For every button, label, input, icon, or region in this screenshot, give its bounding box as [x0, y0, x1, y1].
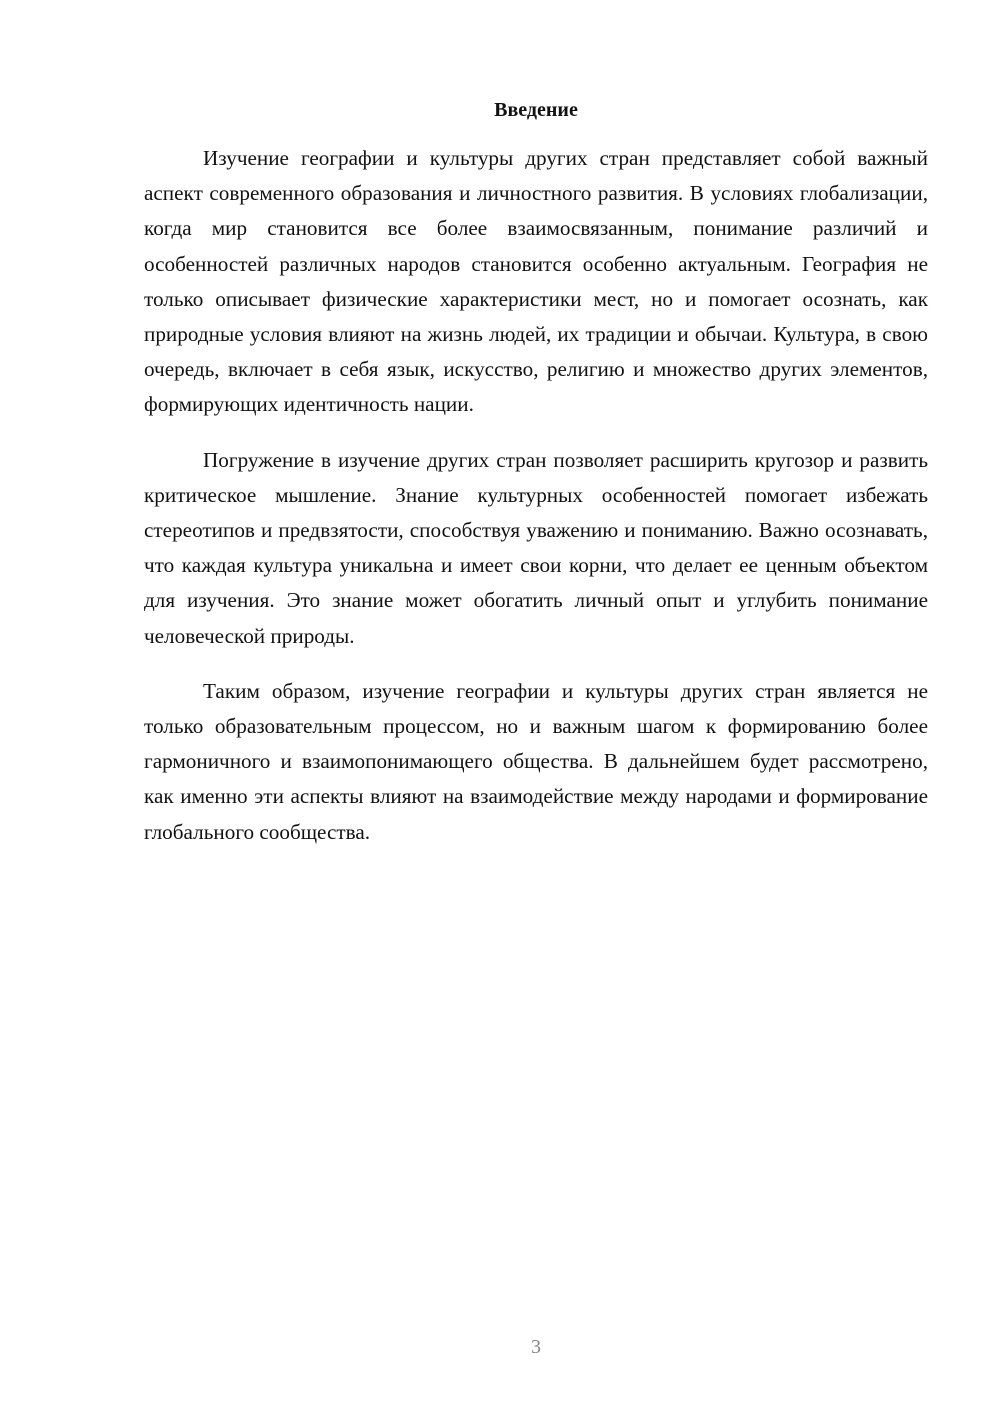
page-number: 3 [531, 1336, 541, 1358]
page-title: Введение [494, 99, 578, 121]
paragraph-3: Таким образом, изучение географии и культуры других стран является не только образовательным процессом, но и важным шагом к формированию более гармоничного и взаимопонимающего общества. В дальнейшем будет рассмотрено, как именно эти аспекты влияют на взаимодействие между народами и формирование глобального сообщества. [144, 678, 928, 844]
document-body [144, 141, 928, 850]
paragraph-2: Погружение в изучение других стран позволяет расширить кругозор и развить критическое мышление. Знание культурных особенностей помогает избежать стереотипов и предвзятости, способствуя уважению и пониманию. Важно осознавать, что каждая культура уникальна и имеет свои корни, что делает ее ценным объектом для изучения. Это знание может обогатить личный опыт и углубить понимание человеческой природы. [144, 447, 928, 648]
paragraph-1: Изучение географии и культуры других стран представляет собой важный аспект современного образования и личностного развития. В условиях глобализации, когда мир становится все более взаимосвязанным, понимание различий и особенностей различных народов становится особенно актуальным. География не только описывает физические характеристики мест, но и помогает осознать, как природные условия влияют на жизнь людей, их традиции и обычаи. Культура, в свою очередь, включает в себя язык, искусство, религию и множество других элементов, формирующих идентичность нации. [144, 146, 928, 417]
